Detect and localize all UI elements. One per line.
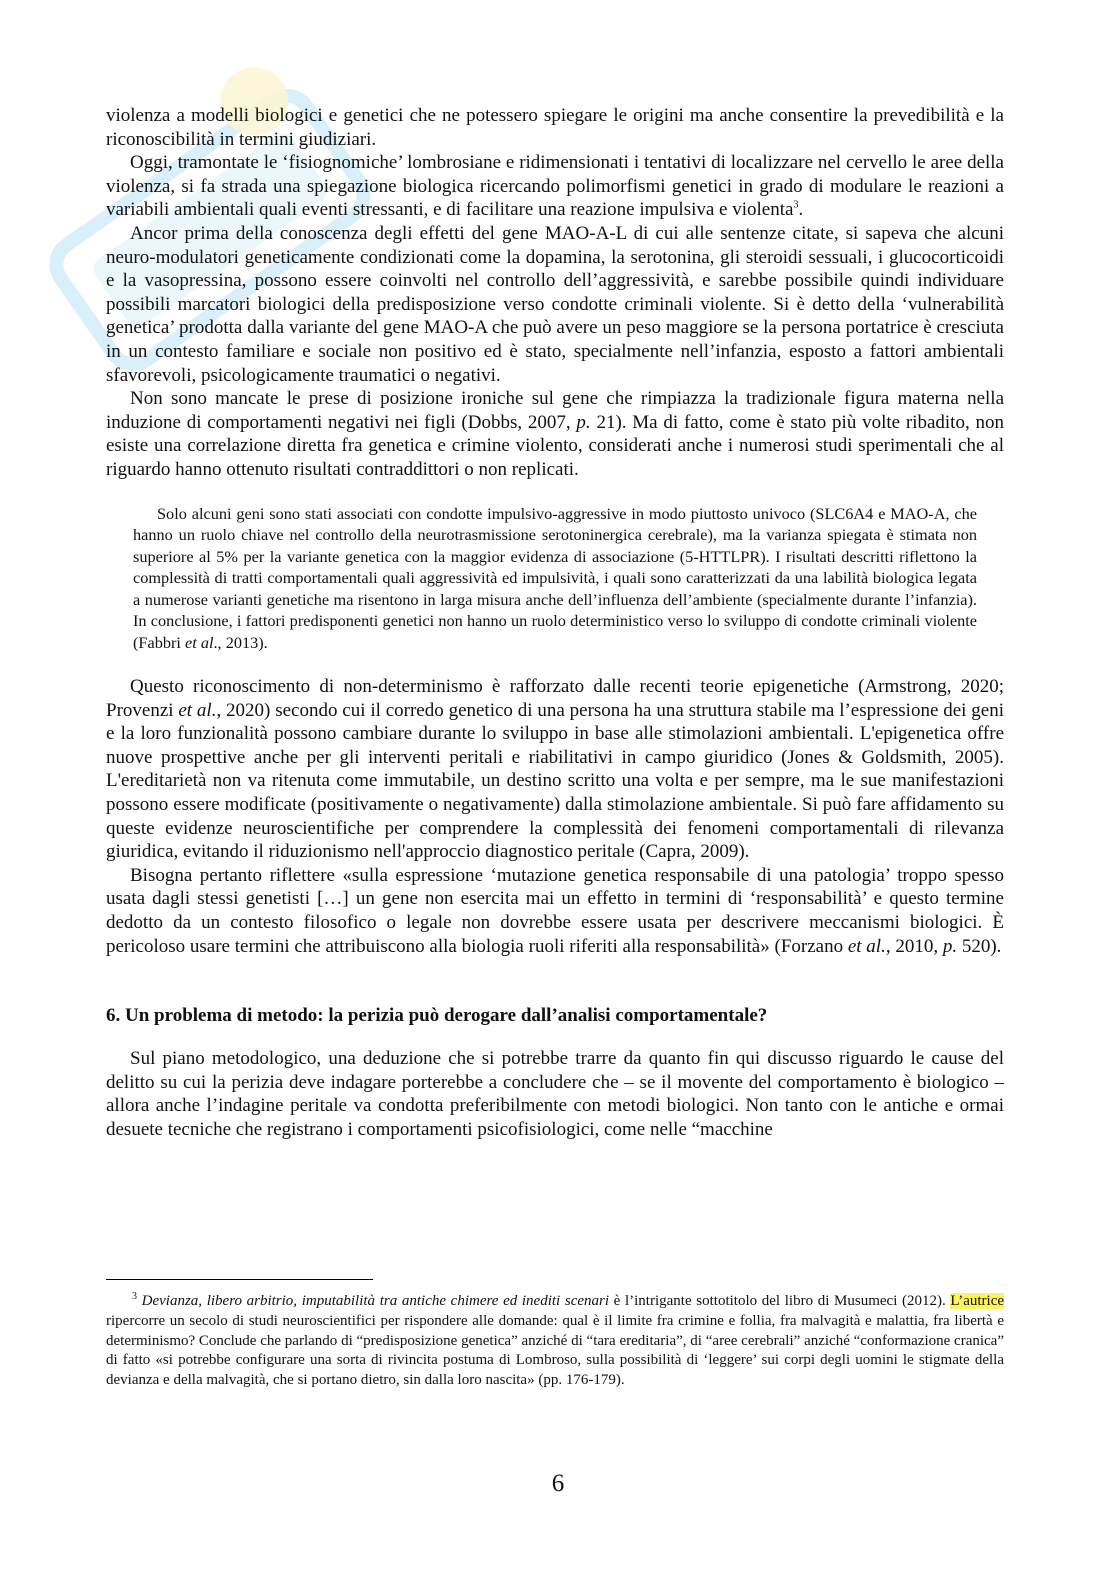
footnote-ref-3[interactable]: 3	[793, 200, 799, 212]
paragraph-1: violenza a modelli biologici e genetici che ne potessero spiegare le origini ma anche consentire la prevedibilità e la riconoscibilità in termini giudiziari.	[106, 105, 1004, 150]
paragraph-4: Non sono mancate le prese di posizione ironiche sul gene che rimpiazza la tradizionale figura materna nella induzione di comportamenti negativi nei figli (Dobbs, 2007, p. 21). Ma di fatto, come è stato più volte ribadito, non esiste una correlazione diretta fra genetica e crimine violento, considerati anche i numerosi studi sperimentali che al riguardo hanno ottenuto risultati contraddittori o non replicati.	[106, 388, 1004, 480]
paragraph-3: Ancor prima della conoscenza degli effetti del gene MAO-A-L di cui alle sentenze citate, si sapeva che alcuni neuro-modulatori geneticamente condizionati come la dopamina, la serotonina, gli steroidi sessuali, i glucocorticoidi e la vasopressina, possono essere coinvolti nel controllo dell’aggressività, e sarebbe possibile quindi individuare possibili marcatori biologici della predisposizione verso condotte criminali violente. Si è detto della ‘vulnerabilità genetica’ prodotta dalla variante del gene MAO-A che può avere un peso maggiore se la persona portatrice è cresciuta in un contesto familiare e sociale non positivo ed è stato, specialmente nell’infanzia, esposto a fattori ambientali sfavorevoli, psicologicamente traumatici o negativi.	[106, 222, 1004, 386]
paragraph-5: Questo riconoscimento di non-determinismo è rafforzato dalle recenti teorie epigenetiche (Armstrong, 2020; Provenzi et al., 2020) secondo cui il corredo genetico di una persona ha una struttura stabile ma l’espressione dei geni e la loro funzionalità possono cambiare durante lo sviluppo in base alle stimolazioni ambientali. L'epigenetica offre nuove prospettive anche per gli interventi peritali e riabilitativi in campo giuridico (Jones & Goldsmith, 2005). L'ereditarietà non va ritenuta come immutabile, un destino scritto una volta e per sempre, ma le sue manifestazioni possono essere modificate (positivamente o negativamente) dalla stimolazione ambientale. Si può fare affidamento su queste evidenze neuroscientifiche per comprendere la complessità dei fenomeni comportamentali di rilevanza giuridica, evitando il riduzionismo nell'approccio diagnostico peritale (Capra, 2009).	[106, 676, 1004, 863]
page-content	[106, 104, 1004, 1142]
footnote-divider	[106, 1279, 373, 1280]
paragraph-6: Bisogna pertanto riflettere «sulla espressione ‘mutazione genetica responsabile di una patologia’ troppo spesso usata dagli stessi genetisti […] un gene non esercita mai un effetto in termini di ‘responsabilità’ e questo termine dedotto da un contesto filosofico o legale non dovrebbe essere usata per descrivere meccanismi biologici. È pericoloso usare termini che attribuiscono alla biologia ruoli riferiti alla responsabilità» (Forzano et al., 2010, p. 520).	[106, 864, 1004, 957]
highlighted-text: L’autrice	[950, 1293, 1005, 1309]
footnote-3: $^3$ Devianza, libero arbitrio, imputabilità tra antiche chimere ed inediti scenari è l’intrigante sottotitolo del libro di Musumeci (2012). L’autrice ripercorre un secolo di studi neuroscientifici per rispondere alle domande: qual è il limite fra crimine e follia, fra malvagità e malattia, fra libertà e determinismo? Conclude che parlando di “predisposizione genetica” anziché di “tara ereditaria”, di “aree cerebrali” anziché “conformazione cranica” di fatto «si potrebbe configurare una sorta di rivincita postuma di Lombroso, sulla possibilità di ‘leggere’ sui corpi degli uomini le stigmate della devianza e della malvagità, che si portano dietro, sin dalla loro nascita» (pp. 176-179).	[106, 1291, 1005, 1389]
page-number: 6	[551, 1470, 565, 1497]
section-paragraph: Sul piano metodologico, una deduzione che si potrebbe trarre da quanto fin qui discusso riguardo le cause del delitto su cui la perizia deve indagare porterebbe a concludere che – se il movente del comportamento è biologico – allora anche l’indagine peritale va condotta preferibilmente con metodi biologici. Non tanto con le antiche e ormai desuete tecniche che registrano i comportamenti psicofisiologici, come nelle “macchine	[106, 1048, 1004, 1140]
block-quote: Solo alcuni geni sono stati associati con condotte impulsivo-aggressive in modo piuttosto univoco (SLC6A4 e MAO-A, che hanno un ruolo chiave nel controllo della neurotrasmissione serotoninergica cerebrale), ma la varianza spiegata è stimata non superiore al 5% per la variante genetica con la maggior evidenza di associazione (5-HTTLPR). I risultati descritti riflettono la complessità di tratti comportamentali quali aggressività ed impulsività, i quali sono caratterizzati da una labilità biologica legata a numerose varianti genetiche ma risentono in larga misura anche dell’influenza dell’ambiente (specialmente durante l’infanzia). In conclusione, i fattori predisponenti genetici non hanno un ruolo deterministico verso lo sviluppo di condotte criminali violente (Fabbri et al., 2013).	[133, 503, 977, 652]
paragraph-2: Oggi, tramontate le ‘fisiognomiche’ lombrosiane e ridimensionati i tentativi di localizzare nel cervello le aree della violenza, si fa strada una spiegazione biologica ricercando polimorfismi genetici in grado di modulare le reazioni a variabili ambientali quali eventi stressanti, e di facilitare una reazione impulsiva e violenta$^3$.	[106, 152, 1004, 221]
section-heading: 6. Un problema di metodo: la perizia può derogare dall’analisi comportamentale?	[106, 1005, 768, 1027]
